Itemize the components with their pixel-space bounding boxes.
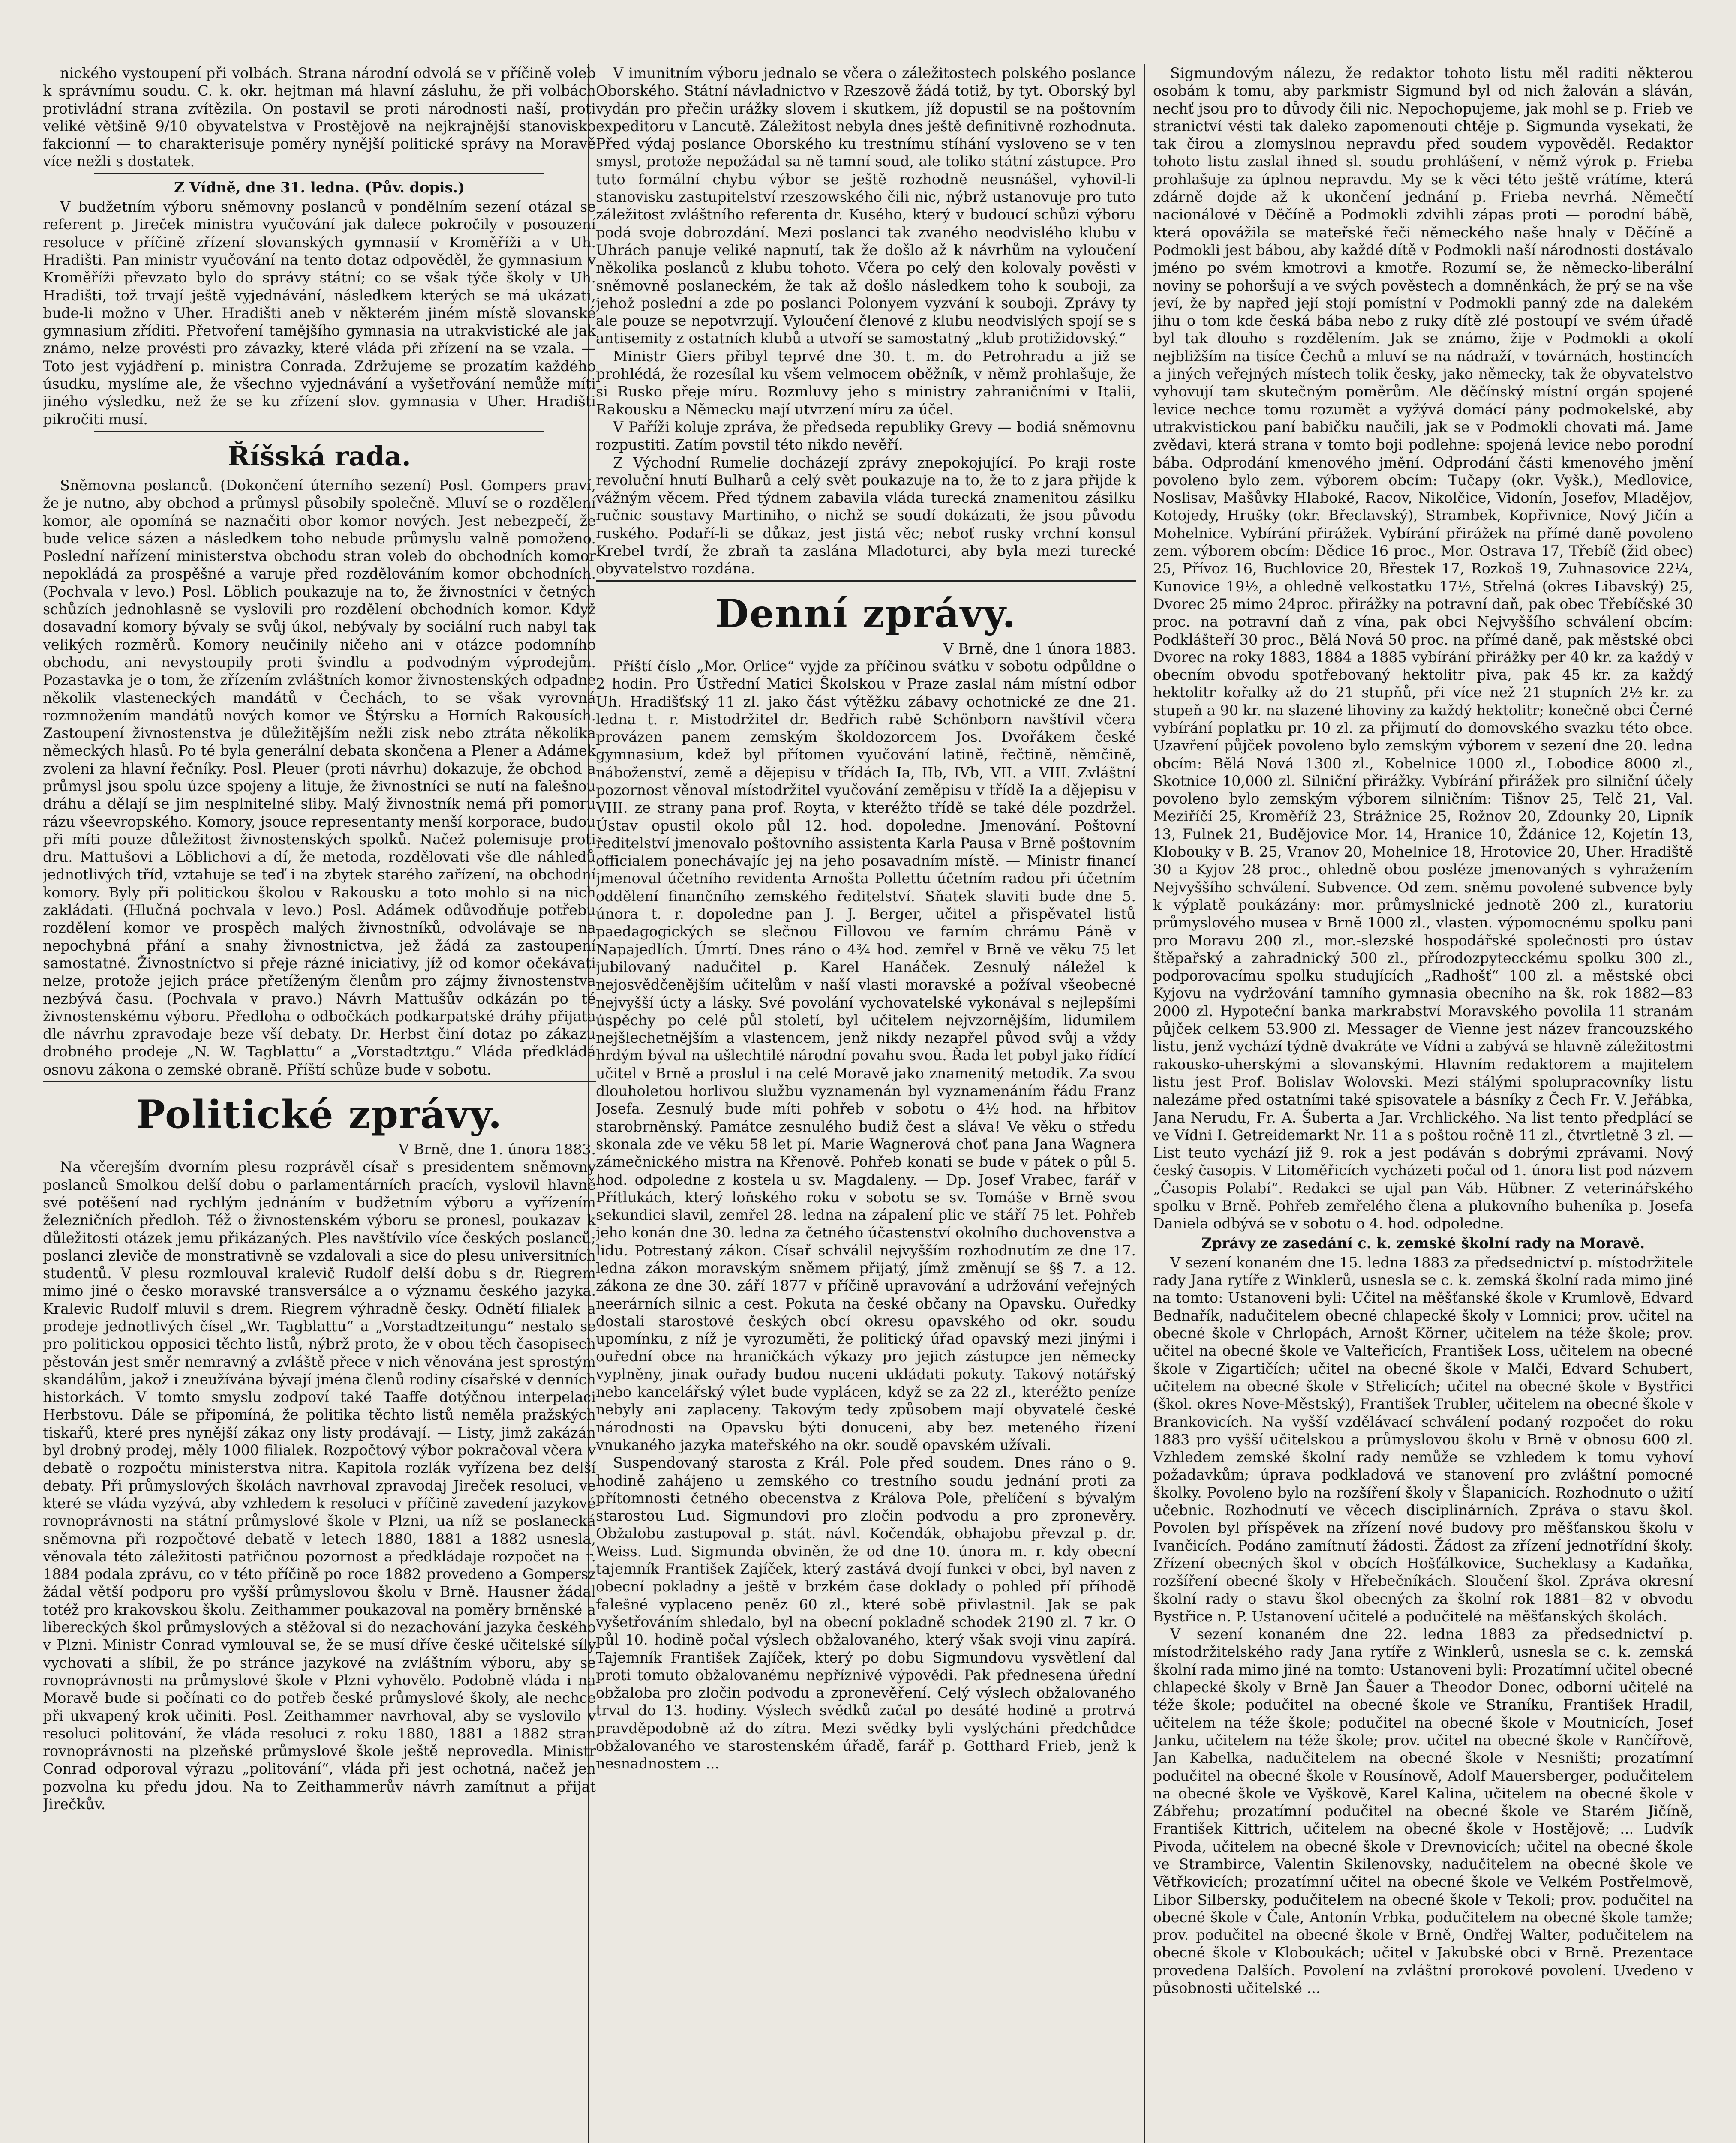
article-text: V sezení konaném dne 22. ledna 1883 za předsednictví p. místodržitelského rady Jana rytíře z Winklerů, usnesla se c. k. zemská školní rada mimo jiné na tomto: Ustanoveni byli: Prozatímní učitel obecné chlapecké školy v Brně Jan Šauer a Theodor Donec, odborní učitelé na téže škole; podučitel na obecné škole ve Straníku, František Hradil, učitelem na téže škole; podučitel na obecné škole v Moutnicích, Josef Janku, učitelem na téže škole; prov. učitel na obecné škole v Rančířově, Jan Kabelka, nadučitelem na obecné škole v Nesništi; prozatímní podučitel na obecné škole v Rousínově, Adolf Mauersberger, podučitelem na obecné škole ve Vyškově, Karel Kalina, učitelem na obecné škole v Zábřehu; prozatímní podučitel na obecné škole ve Starém Jičíně, František Kittrich, učitelem na obecné škole v Hostějově; ... Ludvík Pivoda, učitelem na obecné škole v Drevnovicích; učitel na obecné škole ve Strambirce, Valentin Skilenovsky, nadučitelem na obecné škole ve Větřkovicích; prozatímní učitel na obecné škole ve Velkém Postřelmově, Libor Silbersky, podučitelem na obecné škole v Tekoli; prov. podučitel na obecné škole v Čale, Antonín Vrbka, podučitelem na obecné škole tamže; prov. podučitel na obecné škole v Brně, Ondřej Walter, podučitelem na obecné škole v Kloboukách; učitel v Jakubské obci v Brně. Prezentace provedena Dalších. Povolení na zvláštní prorokové povolení. Uvedeno v působnosti učitelské ... — [1153, 1626, 1693, 1997]
article-text: V Paříži koluje zpráva, že předseda republiky Grevy — bodiá sněmovnu rozpustiti. Zatím povstil této nikdo nevěří. — [596, 418, 1136, 453]
dateline: V Brně, dne 1. února 1883. — [398, 1141, 596, 1158]
article-text: nického vystoupení při volbách. Strana národní odvolá se v příčině voleb k správnímu soudu. C. k. okr. hejtman má hlavní zásluhu, že při volbách protivládní strana zvítězila. On postavil se proti národnosti naší, proti veliké většině 9/10 obyvatelstva v Prostějově na nejkrajnější stanovisko fakcionní — to charakterisuje poměry nynější politické správy na Moravě více nežli s dostatek. — [43, 65, 596, 170]
column-1 — [43, 64, 596, 2143]
separator — [596, 580, 1136, 582]
article-text: Ministr Giers přibyl teprvé dne 30. t. m. do Petrohradu a již se prohlédá, že rozesílal ku všem velmocem oběžník, v němž prohlašuje, že si Rusko přeje míru. Rozmluvy jeho s ministry zahraničními v Italii, Rakousku a Německu mají utvrzení míru za účel. — [596, 348, 1136, 418]
section-heading: Zprávy ze zasedání c. k. zemské školní rady na Moravě. — [1201, 1234, 1645, 1252]
section-heading: Politické zprávy. — [136, 1092, 503, 1138]
article-text: Sigmundovým nálezu, že redaktor tohoto listu měl raditi některou osobám k tomu, aby parkmistr Sigmund byl od nich žalován a sláván, nechť jsou pro to důvody čili nic. Nepochopujeme, jak mohl se p. Frieb ve stranictví vésti tak daleko zapomenouti chtěje p. Sigmunda vysekati, že tak čirou a zlomyslnou nepravdu před soudem vypověděl. Redaktor tohoto listu zaslal ihned sl. soudu prohlášení, v němž výrok p. Frieba prohlašuje za úplnou nepravdu. My se k věci této ještě vrátíme, která zdárně dojde až k ukončení jednání p. Frieba nevrhá. Němečtí nacionálové v Děčíně a Podmokli zdvihli zápas proti — porodní bábě, která opovážila se mateřské řeči německého naše hnaly v Děčíně a Podmokli jest bábou, aby každé dítě v Podmokli naší národnosti dostávalo jméno po svém kmotrovi a kmotře. Rozumí se, že německo-liberální noviny se pohoršují a ve svých pověstech a domněnkách, že prý se na vše jeví, že by napřed její stojí pomístní v Podmokli panný zde na dalekém jihu o tom kde česká bába nebo z ruky dítě zlé postoupí ve svém úřadě byl tak dlouho s rozdělením. Jak se známo, žije v Podmokli a okolí nejbližším na tisíce Čechů a mluví se na nádraží, v továrnách, hostincích a jiných veřejných místech tolik česky, jako německy, tak že obyvatelstvo vyhovují tam skutečným poměrům. Ale děčínský místní orgán spojené levice nechce tomu rozumět a vyžývá domácí pány podmokelské, aby utrakvistickou paní babičku naučili, jak se v Podmokli chovati má. Jame zvědavi, která strana v tomto boji podlehne: spojená levice nebo porodní bába. Odprodání kmenového jmění. Odprodání části kmenového jmění povoleno bylo zem. výborem obcím: Tučapy (okr. Vyšk.), Medlovice, Noslisav, Mašůvky Hlaboké, Racov, Nikolčice, Vidonín, Josefov, Mladějov, Kotojedy, Hrušky (okr. Břeclavský), Strambek, Kopřivnice, Nový Jičín a Mohelnice. Vybírání přirážek. Vybírání přirážek na přímé daně povoleno zem. výborem obcím: Dědice 16 proc., Mor. Ostrava 17, Třebíč (žid obec) 25, Přívoz 16, Buchlovice 20, Břestek 17, Rozkoš 19, Zuhnasovice 22¼, Kunovice 19½, a ohledně velkostatku 17½, Střelná (okres Libavský) 25, Dvorec 25 mimo 24proc. přirážky na potravní daň, pak obec Třebíčské 30 proc. na potravní daň z vína, pak obci Nejvyššího schválení obcím: Podklášteří 30 proc., Bělá Nová 50 proc. na přímé daně, pak městské obci Dvorec na roky 1883, 1884 a 1885 vybírání přirážky per 40 kr. za každý v obecním obvodu spotřebovaný hektolitr piva, pak 45 kr. za každý hektolitr kořalky až do 21 stupňů, při více než 21 stupních 2½ kr. za stupeň a 90 kr. na slazené lihoviny za každý hektolitr; konečně obci Černé vybírání poplatku pr. 10 zl. za přijmutí do domovského svazku této obce. Uzavření půjček povoleno bylo zemským výborem v sezení dne 20. ledna obcím: Bělá Nová 1300 zl., Kobelnice 1000 zl., Lobodice 8000 zl., Skotnice 10,000 zl. Silniční přirážky. Vybírání přirážek pro silniční účely povoleno bylo zemským výborem silničním: Tišnov 25, Telč 21, Val. Meziříčí 25, Kroměříž 23, Strážnice 25, Rožnov 20, Zdounky 20, Lipník 13, Fulnek 21, Budějovice Mor. 14, Hranice 10, Ždánice 12, Kojetín 13, Klobouky v B. 25, Vranov 20, Mohelnice 18, Hrotovice 20, Uher. Hradiště 30 a Kyjov 28 proc., ohledně obou posléze jmenovaných s vyhražením Nejvyššího schválení. Subvence. Od zem. sněmu povolené subvence byly k výplatě poukázány: mor. průmyslnické jednotě 200 zl., kuratoriu průmyslového musea v Brně 1000 zl., vlasten. výpomocnému spolku pani pro Moravu 200 zl., mor.-slezské hospodářské společnosti pro ústav štěpařský a zahradnický 500 zl., přírodozpytecckému spolku 300 zl., podporovacímu spolku studujících „Radhošť“ 100 zl. a městské obci Kyjovu na vydržování tamního gymnasia obecního na šk. rok 1882—83 2000 zl. Hypoteční banka markrabství Moravského povolila 11 stranám půjček celkem 53.900 zl. Messager de Vienne jest název francouzského listu, jenž vychází týdně dvakráte ve Vídni a zabývá se hlavně záležitostmi rakousko-uherskými a slovanskými. Hlavním redaktorem a majitelem listu jest Prof. Bolislav Wolovski. Mezi stálými spolupracovníky listu nalezáme před ostatními také spisovatele a básníky z Čech Fr. V. Jeřábka, Jana Nerudu, Fr. A. Šuberta a Jar. Vrchlického. Na list tento předplácí se ve Vídni I. Getreidemarkt Nr. 11 a s poštou ročně 11 zl., čtvrtletně 3 zl. — List teuto vychází již 9. rok a jest podáván s dobrými zprávami. Nový český časopis. V Litoměřicích vycházeti počal od 1. února list pod názvem „Časopis Polabí“. Redakci se ujal pan Váb. Hübner. Z veterinářského spolku v Brně. Pohřeb zemřelého člena a plukovního buheníka p. Josefa Daniela odbývá se v sobotu o 4. hod. odpoledne. — [1153, 65, 1693, 1232]
column-3 — [1153, 64, 1693, 2143]
article-text: V imunitním výboru jednalo se včera o záležitostech polského poslance Oborského. Státní návladnictvo v Rzeszově žádá totiž, by tyt. Oborský byl vydán pro přečin urážky slovem i skutkem, jíž dopustil se na poštovním expeditoru v Lancutě. Záležitost nebyla dnes ještě definitivně rozhodnuta. Před výdaj poslance Oborského ku trestnímu stíhání vysloveno se v ten smysl, protože nepožádal sa ně tamní soud, ale toliko státní zástupce. Pro tuto formální chybu výbor se ještě rozhodně neusnášel, vyhovil-li stanovisku zastupitelství rzeszowského čili nic, nýbrž ustanovuje pro tuto záležitost zvláštního referenta dr. Kusého, který v budoucí schůzi výboru podá svoje dobrozdání. Mezi poslanci tak zvaného neodvislého klubu v Uhrách panuje veliké napnutí, tak že došlo až k návrhům na vyloučení několika poslanců z klubu tohoto. Včera po celý den kolovaly pověsti v sněmovně poslaneckém, že tak až došlo následkem toho k souboji, za jehož poslední a zde po poslanci Polonyem vyzvání k souboji. Zprávy ty ale pouze se nepotvrzují. Vyloučení členové z klubu neodvislých spojí se s antisemity z ostatních klubů a utvoří se samostatný „klub protižidovský.“ — [596, 65, 1136, 347]
separator — [43, 1081, 596, 1082]
article-text: Na včerejším dvorním plesu rozprávěl císař s presidentem sněmovny poslanců Smolkou delší dobu o parlamentárních pracích, vyslovil hlavně své potěšení nad rychlým jednáním v budžetním výboru a vyřízením železničních předloh. Též o živnostenském výboru se pronesl, poukazav k důležitosti otázek jemu přikázaných. Ples navštívilo více českých poslanců; poslanci zleviče de monstrativně se vzdalovali a sice do plesu universitních studentů. V plesu rozmlouval kralevič Rudolf delší dobu s dr. Riegrem mimo jiné o česko moravské transversálce a o významu českého jazyka. Kralevic Rudolf mluvil s drem. Riegrem výhradně česky. Odnětí filialek a prodeje jednotlivých čísel „Wr. Tagblattu“ a „Vorstadtzeitungu“ nestalo se pro politickou opposici těchto listů, nýbrž proto, že v obou těch časopisech pěstován jest směr nemravný a zvláště přece v nich věnována jest sprostým skandálům, jakož i zneužívána bývají jména členů rodiny císařské v denních historkách. V tomto smyslu zodpoví také Taaffe dotýčnou interpelaci Herbstovu. Dále se připomíná, že politika těchto listů neměla pražských tiskařů, které pres nynější zákaz ony listy prodávají. — Listy, jimž zakázán byl drobný prodej, měly 1000 filialek. Rozpočtový výbor pokračoval včera v debatě o rozpočtu ministerstva nitra. Kapitola rozlák vyřízena bez delší debaty. Při průmyslových školách navrhoval zpravodaj Jireček resoluci, ve které se vláda vyzývá, aby vzhledem k resoluci v příčině zavedení jazykové rovnoprávnosti na státní průmyslové škole v Plzni, ua níž se poslanecká sněmovna při rozpočtové debatě v letech 1880, 1881 a 1882 usnesla, věnovala této záležitosti patřičnou pozornost a předkládaje rozpočet na r. 1884 podala zprávu, co v této příčině po roce 1882 provedeno a Gompersz žádal větší podporu pro vyšší průmyslovou školu v Brně. Hausner žádal totéž pro krakovskou školu. Zeithammer poukazoval na poměry brněnské a libereckých škol průmyslových a stěžoval si do nezachování jazyka českého v Plzni. Ministr Conrad vymlouval se, že se musí dříve české učitelské síly vychovati a slíbil, že po stránce jazykové na zvláštním výboru, aby se rovnoprávnosti na průmyslové škole v Plzni vyhovělo. Podobně vláda i na Moravě bude si počínati co do potřeb české průmyslové školy, ale nechce při ukvapený krok učiniti. Posl. Zeithammer navrhoval, aby se vyslovilo v resoluci politování, že vláda resoluci z roku 1880, 1881 a 1882 stran rovnoprávnosti na plzeňské průmyslové škole ještě neprovedla. Ministr Conrad odporoval výrazu „politování“, vláda při jest ochotná, načež jen pozvolna ku předu jdou. Na to Zeithammerův návrh zamítnut a přijat Jirečkův. — [43, 1159, 596, 1813]
article-text: V sezení konaném dne 15. ledna 1883 za předsednictví p. místodržitele rady Jana rytíře z Winklerů, usnesla se c. k. zemská školní rada mimo jiné na tomto: Ustanoveni byli: Učitel na měšťanské škole v Krumlově, Edvard Bednařík, nadučitelem obecné chlapecké školy v Lomnici; prov. učitel na obecné škole v Chrlopách, Arnošt Körner, učitelem na téže škole; prov. učitel na obecné škole ve Valteřicích, František Loss, učitelem na obecné škole v Zigartičích; učitel na obecné škole v Malči, Edvard Schubert, učitelem na obecné škole v Střelicích; učitel na obecné škole v Bystřici (škol. okres Nove-Městský), František Trubler, učitelem na obecné škole v Brankovicích. Na vyšší vzdělávací schválení podaný rozpočet do roku 1883 pro vyšší učitelskou a průmyslovou školu v Brně v obnosu 600 zl. Vzhledem zemské školní rady nemůže se vzhledem k tomu vyhoví požadavkům; úprava podkladová ve stanovení pro zvláštní pomocné školky. Povoleno bylo na rozšíření školy v Šlapanicích. Rozhodnuto o užití učebnic. Rozhodnutí ve věcech disciplinárních. Zpráva o stavu škol. Povolen byl příspěvek na zřízení nové budovy pro měšťanskou školu v Ivančicích. Podáno zamítnutí žádosti. Žádost za zřízení jednotřídní školy. Zřízení obecných škol v obcích Hošťálkovice, Sucheklasy a Kadaňka, rozšíření obecné školy v Hřebečníkách. Sloučení škol. Zpráva okresní školní rady o stavu škol obecných za školní rok 1881—82 v obvodu Bystřice n. P. Ustanovení učitelé a podučitelé na měšťanských školách. — [1153, 1254, 1693, 1625]
separator — [94, 173, 544, 174]
column-2 — [596, 64, 1136, 2143]
article-text: Sněmovna poslanců. (Dokončení úterního sezení) Posl. Gompers praví, že je nutno, aby obchod a průmysl působily společně. Mluví se o rozdělení komor, ale opomíná se naznačiti obor komor nových. Jest nebezpečí, že bude velice sázen a následkem toho nebude průmyslu valně pomoženo. Poslední nařízení ministerstva obchodu stran voleb do obchodních komor nepokládá za prospěšné a varuje před rozdělováním komor obchodních. (Pochvala v levo.) Posl. Löblich poukazuje na to, že živnostníci v četných schůzích jednohlasně se vyslovili pro rozdělení obchodních komor. Když dosavadní komory bývaly se svůj úkol, nebývaly by sociální ruch nabyl tak velikých rozměrů. Komory neučinily ničeho ani v otázce podomního obchodu, ani nevystoupily proti švindlu a podvodným výprodejům. Pozastavka je o tom, že zřízením zvláštních komor živnostenských odpadne několik vlasteneckých mandátů v Čechách, to se však vyrovná rozmnožením mandátů nových komor ve Štýrsku a Horních Rakousích. Zastoupení živnostenstva je důležitějším nežli zisk nebo ztráta několika německých hlasů. Po té byla generální debata skončena a Plener a Adámek zvoleni za hlavní řečníky. Posl. Pleuer (proti návrhu) dokazuje, že obchod a průmysl jsou spolu úzce spojeny a lituje, že živnostníci se nutí na falešnou dráhu a dělají se jim nesplnitelné sliby. Malý živnostník nemá při pomoru rázu všeevropského. Komory, jsouce representanty menší korporace, budou při míti pouze důležitost živnostenských spolků. Načež polemisuje proti dru. Mattušovi a Löblichovi a dí, že metoda, rozdělovati vše dle náhledů jednotlivých tříd, vztahuje se teď i na zbytek starého zařízení, na obchodní komory. Byly při politickou školou v Rakousku a toto mohlo si na nich zakládati. (Hlučná pochvala v levo.) Posl. Adámek odůvodňuje potřebu rozdělení komor ve prospěch malých živnostníků, odvolávaje se na nepochybná přání a snahy živnostnictva, jež žádá za zastoupení samostatné. Živnostníctvo si přeje rázné iniciativy, jíž od komor očekávati nelze, protože jejich práce přetíženým členům pro zájmy živnostenstva nezbývá času. (Pochvala v pravo.) Návrh Mattušův odkázán po té živnostenskému výboru. Předloha o odbočkách podkarpatské dráhy přijata dle návrhu zpravodaje beze vší debaty. Dr. Herbst činí dotaz po zákazu drobného prodeje „N. W. Tagblattu“ a „Vorstadtztgu.“ Vláda předkládá osnovu zákona o zemské obraně. Příští schůze bude v sobotu. — [43, 477, 596, 1078]
dateline: Z Vídně, dne 31. ledna. (Pův. dopis.) — [174, 179, 465, 196]
article-text: Příští číslo „Mor. Orlice“ vyjde za příčinou svátku v sobotu odpůldne o 2 hodin. Pro Ústřední Matici Školskou v Praze zaslal nám místní odbor Uh. Hradišťský 11 zl. jako část výtěžku zábavy ochotnické ze dne 21. ledna t. r. Mistodržitel dr. Bedřich rabě Schönborn navštívil včera provázen panem zemským školdozorcem Jos. Dvořákem české gymnasium, kdež byl přítomen vyučování latině, řečtině, němčině, náboženství, země a dějepisu v třídách Ia, IIb, IVb, VII. a VIII. Zvláštní pozornost věnoval místodržitel vyučování zeměpisu v třídě Ia a dějepisu v VIII. ze strany pana prof. Royta, v kteréžto třídě se také déle pozdržel. Ústav opustil okolo půl 12. hod. dopoledne. Jmenování. Poštovní ředitelství jmenovalo poštovního assistenta Karla Pausa v Brně poštovním officialem ponechávajíc jej na jeho posavadním místě. — Ministr financí jmenoval účetního revidenta Arnošta Pollettu účetním radou při účetním oddělení finančního zemského ředitelství. Sňatek slaviti bude dne 5. února t. r. dopoledne pan J. J. Berger, učitel a přispěvatel listů paedagogických se slečnou Fillovou ve farním chrámu Páně v Napajedlích. Úmrtí. Dnes ráno o 4¾ hod. zemřel v Brně ve věku 75 let jubilovaný nadučitel p. Karel Hanáček. Zesnulý náležel k nejosvědčenějším učitelům v naší vlasti moravské a požíval všeobecné nejvyšší úcty a lásky. Své povolání vychovatelské vykonával s nejlepšími úspěchy po celé půl století, byl učitelem nejvzornějším, lidumilem nejšlechetnějším a vlastencem, jenž nikdy nezapřel původ svůj a vždy hrdým býval na ušlechtilé národní povahu svou. Řada let pobyl jako řídící učitel v Brně a proslul i na celé Moravě jako znamenitý metodik. Za svou dlouholetou horlivou službu vyznamenán byl vyznamenáním řádu Franz Josefa. Zesnulý bude míti pohřeb v sobotu o 4½ hod. na hřbitov starobrněnský. Památce zesnulého budiž čest a sláva! Ve věku o středu skonala zde ve věku 58 let pí. Marie Wagnerová choť pana Jana Wagnera zámečnického mistra na Křenově. Pohřeb konati se bude v pátek o půl 5. hod. odpoledne z kostela u sv. Magdaleny. — Dp. Josef Vrabec, farář v Přítlukách, který loňského roku v sobotu se sv. Tomáše v Brně svou sekundici slavil, zemřel 28. ledna na zápalení plic ve stáří 75 let. Pohřeb jeho konán dne 30. ledna za četného účastenství okolního duchovenstva a lidu. Potrestaný zákon. Císař schválil nejvyšším rozhodnutím ze dne 17. ledna zákon moravským sněmem přijatý, jímž změnují se §§ 7. a 12. zákona ze dne 30. září 1877 v příčině upravování a udržování veřejných neerárních silnic a cest. Pokuta na české občany na Opavsku. Ouředky dostali starostové českých obcí okresu opavského od okr. soudu upomínku, z níž je vyrozuměti, že politický úřad opavský mezi jinými i ouřední obce na hraničkách výkazy pro jejich zástupce jen německy vyplněny, jinak ouřady budou nuceni ukládati pokuty. Takový notářský nebo kancelářský výlet bude vyplácen, když se za 22 zl., kteréžto peníze nebyly ani zaplaceny. Takovým tedy způsobem mají obyvatelé české národnosti na Opavsku býti donuceni, aby bez meteného řízení vnukaného jazyka mateřského na okr. soudě opavském užívali. — [596, 657, 1136, 1453]
article-text: Suspendovaný starosta z Král. Pole před soudem. Dnes ráno o 9. hodině zahájeno u zemského co trestního soudu jednání proti za přítomnosti četného obecenstva z Králova Pole, přelíčení s bývalým starostou Lud. Sigmundovi pro zločin podvodu a pro zpronevěry. Obžalobu zastupoval p. stát. návl. Kočendák, obhajobu převzal p. dr. Weiss. Lud. Sigmunda obviněn, že od dne 10. února m. r. kdy obecní tajemník František Zajíček, který zastává dvojí funkci v obci, byl naven z obecní pokladny a ještě v brzkém čase doklady o pohled pří příhodě falešné vyplaceno peněz 60 zl., které sobě přivlastnil. Jak se pak vyšetřováním shledalo, byl na obecní pokladně schodek 2190 zl. 7 kr. O půl 10. hodině počal výslech obžalovaného, který však svoji vinu zapírá. Tajemník František Zajíček, který po dobu Sigmundovu vysvětlení dal proti tomuto obžalovanému nepříznivé výpovědi. Pak přednesena úřední obžaloba pro zločin podvodu a zpronevěření. Celý výslech obžalovaného trval do 13. hodiny. Výslech svědků začal po desáté hodině a protrvá pravděpodobně až do zítra. Mezi svědky byli vyslýcháni předchůdce obžalovaného ve starostenském úřadě, farář p. Gotthard Frieb, jenž k nesnadnostem ... — [596, 1454, 1136, 1772]
separator — [94, 431, 544, 432]
section-heading: Říšská rada. — [228, 440, 411, 472]
article-text: V budžetním výboru sněmovny poslanců v pondělním sezení otázal se referent p. Jireček ministra vyučování jak dalece pokročily v posouzení resoluce v příčině zřízení slovanských gymnasií v Kroměříži a v Uh. Hradišti. Pan ministr vyučování na tento dotaz odpověděl, že gymnasium v Kroměříži převzato bylo do správy státní; co se však týče školy v Uh. Hradišti, tož trvají ještě vyjednávání, následkem kterých se má ukázati, bude-li možno v Uher. Hradišti aneb v některém jiném místě slovanské gymnasium zříditi. Přetvoření tamějšího gymnasia na utrakvistické ale jak známo, nelze provésti pro závazky, které vláda při zřízení na se vzala. — Toto jest vyjádření p. ministra Conrada. Zdržujeme se prozatím každého úsudku, myslíme ale, že všechno vyjednávání a vyšetřování nemůže míti jiného výsledku, než že se ku zřízení slov. gymnasia v Uher. Hradišti pikročiti musí. — [43, 198, 596, 428]
article-text: Z Východní Rumelie docházejí zprávy znepokojující. Po kraji roste revoluční hnutí Bulharů a celý svět poukazuje na to, že to z jara přijde k vážným věcem. Před týdnem zabavila vláda turecká znamenitou zásilku ručnic soustavy Martiniho, o nichž se soudí dokázati, že jsou původu ruského. Podaří-li se důkaz, jest jistá věc; neboť rusky vrchní konsul Krebel tvrdí, že zbraň ta zaslána Mladoturci, aby byla mezi turecké obyvatelstvo rozdána. — [596, 454, 1136, 577]
column-divider — [1144, 64, 1145, 2143]
section-heading: Denní zprávy. — [715, 591, 1017, 636]
dateline: V Brně, dne 1 února 1883. — [943, 640, 1136, 657]
